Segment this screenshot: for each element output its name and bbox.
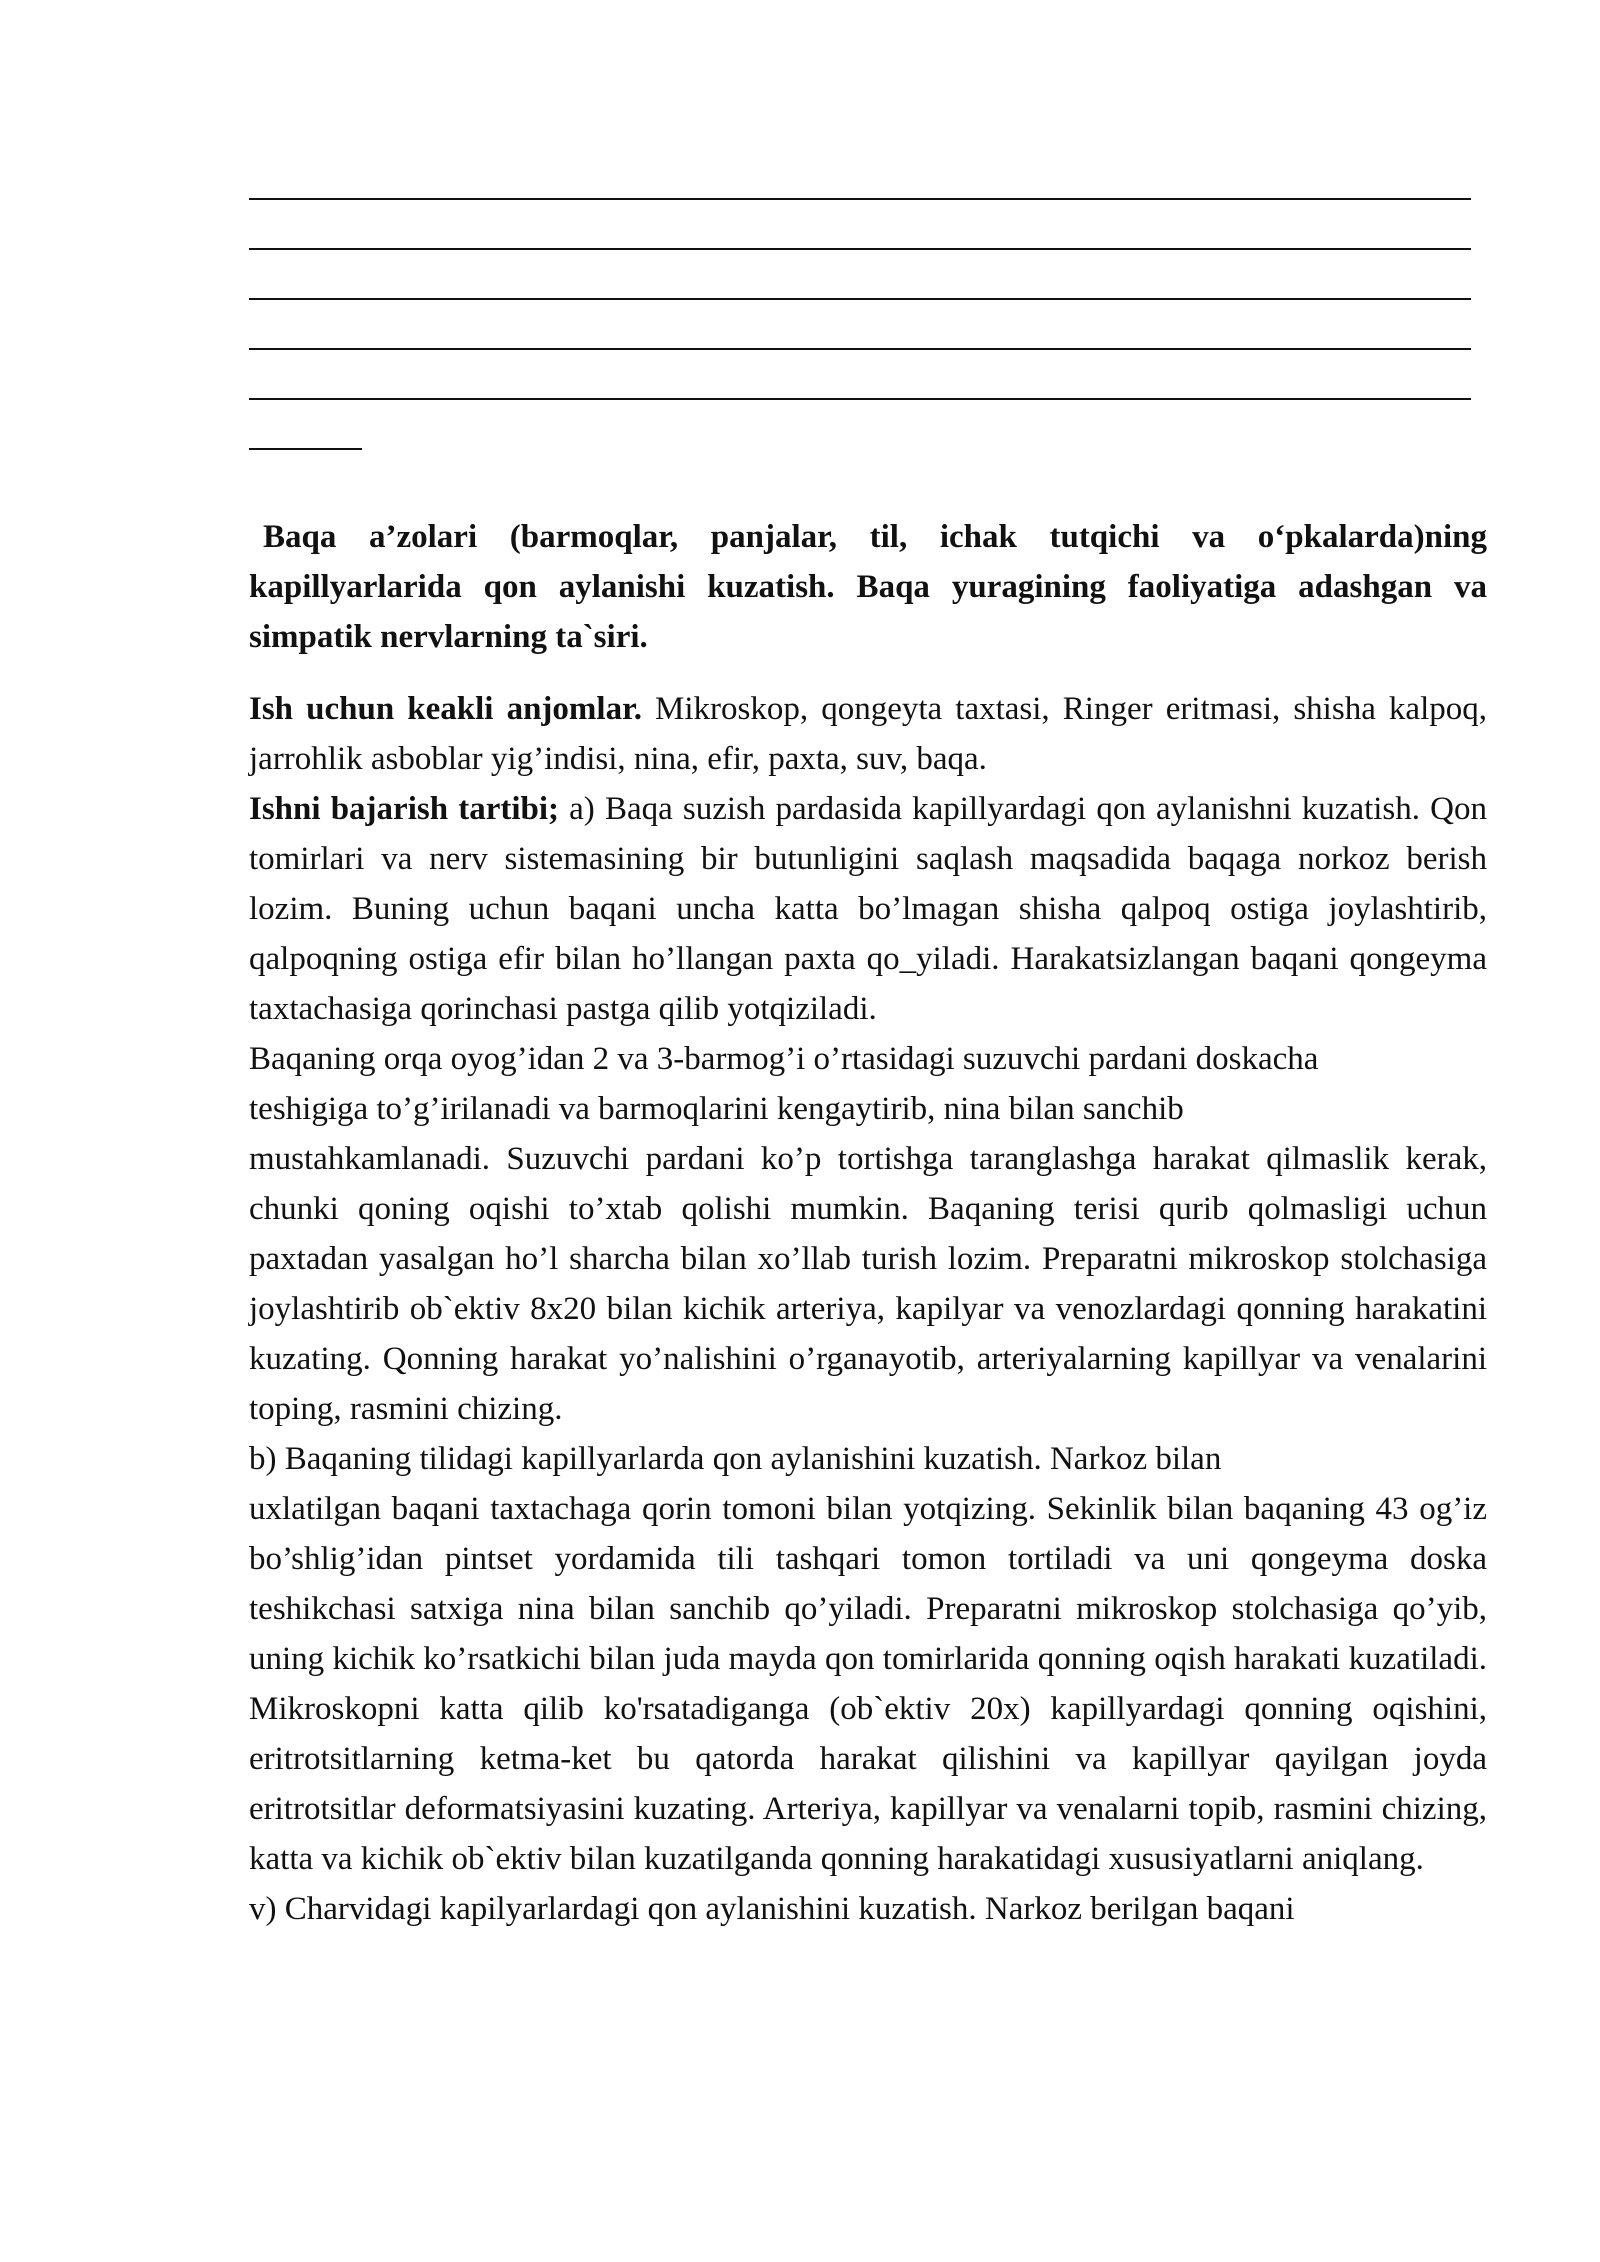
paragraph-a-line-2: teshigiga to’g’irilanadi va barmoqlarini kengaytirib, nina bilan sanchib [249,1091,1184,1127]
procedure-paragraph [249,784,1487,1034]
blank-line [249,300,1471,350]
blank-line [249,250,1471,300]
blank-line [249,150,1471,200]
procedure-lead: Ishni bajarish tartibi; [249,791,560,827]
paragraph-b-line-1: b) Baqaning tilidagi kapillyarlarda qon aylanishini kuzatish. Narkoz bilan [249,1441,1222,1477]
document-page [249,150,1489,1934]
paragraph-b-body: uxlatilgan baqani taxtachaga qorin tomoni bilan yotqizing. Sekinlik bilan baqaning 43 og’iz bo’shlig’idan pintset yordamida tili tashqari tomon tortiladi va uni qongeyma doska teshikchasi satxiga nina bilan sanchib qo’yiladi. Preparatni mikroskop stolchasiga qo’yib, uning kichik ko’rsatkichi bilan juda mayda qon tomirlarida qonning oqish harakati kuzatiladi. Mikroskopni katta qilib ko'rsatadiganga (ob`ektiv 20x) kapillyardagi qonning oqishini, eritrotsitlarning ketma-ket bu qatorda harakat qilishini va kapillyar qayilgan joyda eritrotsitlar deformatsiyasini kuzating. Arteriya, kapillyar va venalarni topib, rasmini chizing, katta va kichik ob`ektiv bilan kuzatilganda qonning harakatidagi xususiyatlarni aniqlang. [249,1491,1487,1877]
equipment-lead: Ish uchun keakli anjomlar. [249,691,642,727]
section-heading: Baqa a’zolari (barmoqlar, panjalar, til, ichak tutqichi va o‘pkalarda)ning kapillyarlarida qon aylanishi kuzatish. Baqa yuragining faoliyatiga adashgan va simpatik nervlarning ta`siri. [249,519,1487,655]
equipment-text: Mikroskop, qongeyta taxtasi, Ringer eritmasi, shisha kalpoq, jarrohlik asboblar yig’indisi, nina, efir, paxta, suv, baqa. [249,691,1487,777]
blank-line-short [249,400,362,450]
blank-line [249,350,1471,400]
paragraph-a-line-1: Baqaning orqa oyog’idan 2 va 3-barmog’i o’rtasidagi suzuvchi pardani doskacha [249,1041,1319,1077]
blank-line [249,200,1471,250]
blank-answer-lines [249,150,1489,450]
paragraph-a-body: mustahkamlanadi. Suzuvchi pardani ko’p tortishga taranglashga harakat qilmaslik kerak, chunki qoning oqishi to’xtab qolishi mumkin. Baqaning terisi qurib qolmasligi uchun paxtadan yasalgan ho’l sharcha bilan xo’llab turish lozim. Preparatni mikroskop stolchasiga joylashtirib ob`ektiv 8x20 bilan kichik arteriya, kapilyar va venozlardagi qonning harakatini kuzating. Qonning harakat yo’nalishini o’rganayotib, arteriyalarning kapillyar va venalarini toping, rasmini chizing. [249,1141,1487,1427]
procedure-text: a) Baqa suzish pardasida kapillyardagi qon aylanishni kuzatish. Qon tomirlari va nerv sistemasining bir butunligini saqlash maqsadida baqaga norkoz berish lozim. Buning uchun baqani uncha katta bo’lmagan shisha qalpoq ostiga joylashtirib, qalpoqning ostiga efir bilan ho’llangan paxta qo_yiladi. Harakatsizlangan baqani qongeyma taxtachasiga qorinchasi pastga qilib yotqiziladi. [249,791,1488,1027]
paragraph-v-line-1: v) Charvidagi kapilyarlardagi qon aylanishini kuzatish. Narkoz berilgan baqani [249,1891,1295,1927]
equipment-paragraph [249,684,1487,784]
